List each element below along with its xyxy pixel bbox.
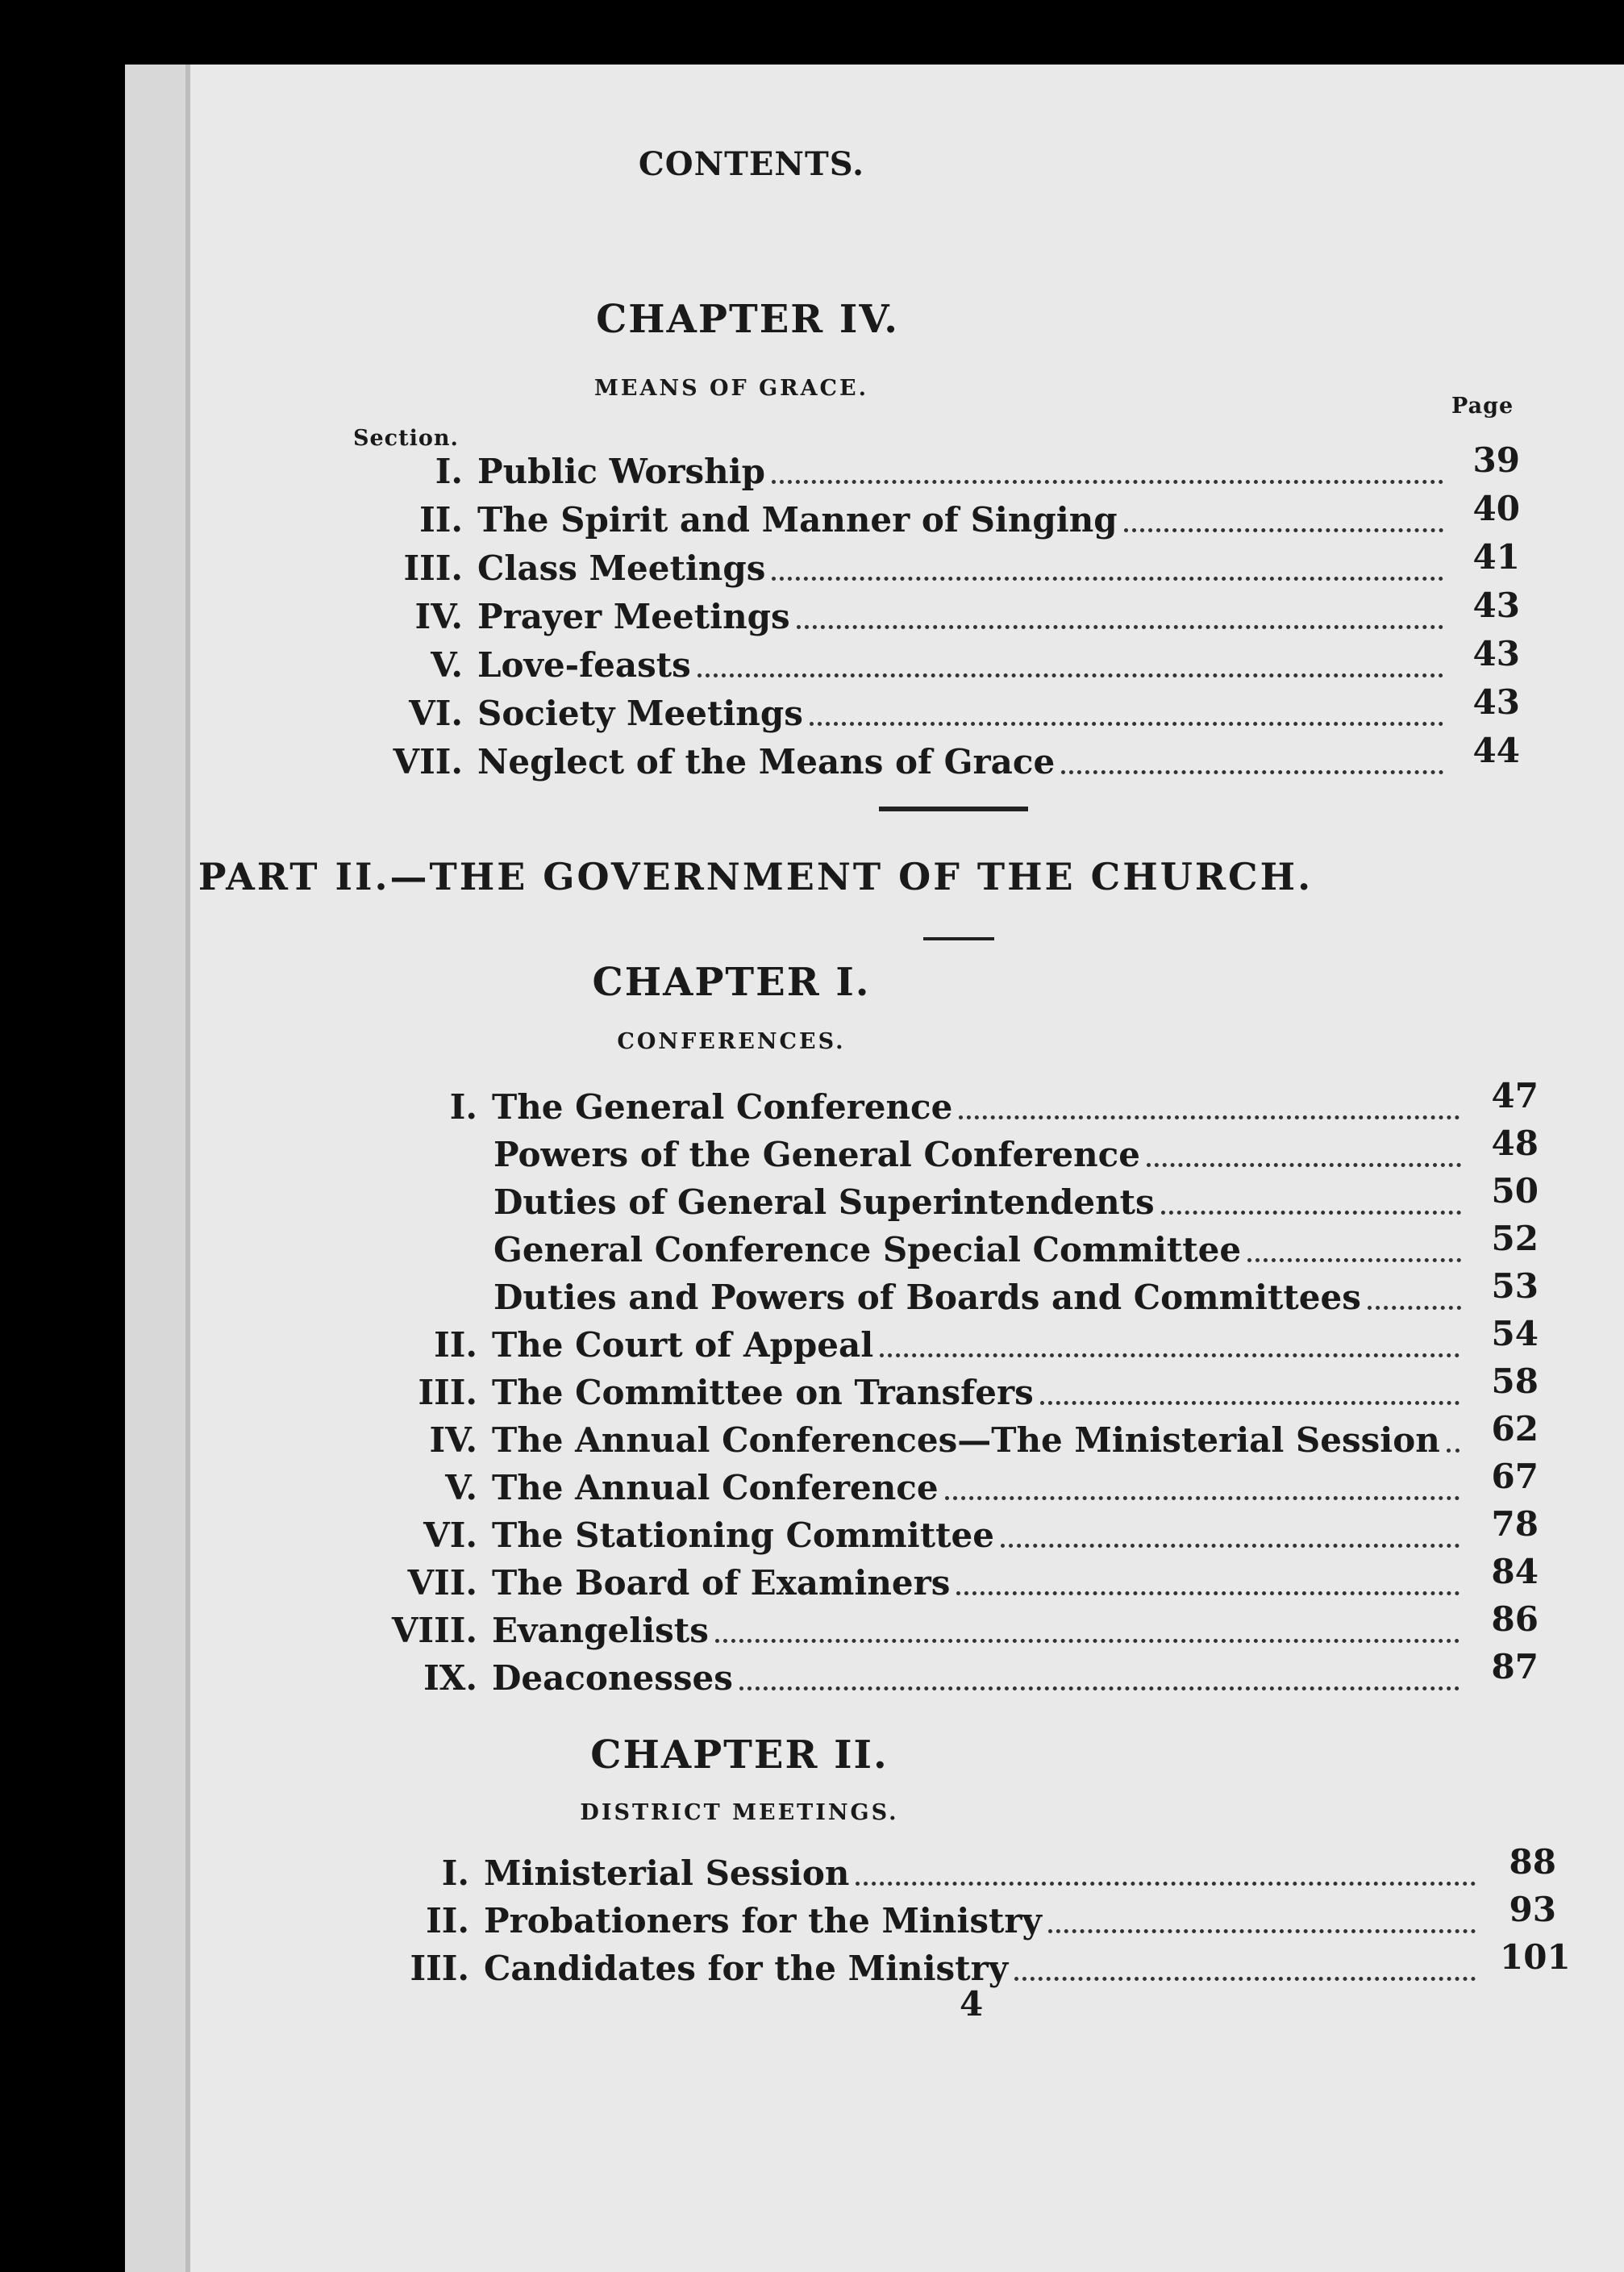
page-reference: 62 [1491, 1409, 1539, 1449]
toc-entry [493, 1182, 1461, 1229]
dot-leader [715, 1639, 1460, 1643]
chapter-iv-heading: CHAPTER IV. [596, 297, 899, 342]
part-ii-chapter-i-subtitle: CONFERENCES. [617, 1029, 846, 1054]
section-divider [879, 807, 1028, 811]
toc-entry [423, 1515, 1460, 1562]
section-title: The Board of Examiners [492, 1563, 951, 1603]
section-number: IV. [414, 597, 463, 636]
section-title: Ministerial Session [484, 1853, 850, 1893]
section-title: Prayer Meetings [477, 597, 790, 636]
dot-leader [797, 625, 1443, 629]
section-number: V. [445, 1468, 477, 1507]
chapter-iv-subtitle: MEANS OF GRACE. [594, 376, 868, 401]
section-number: III. [418, 1373, 477, 1412]
section-title: The Annual Conference [492, 1468, 939, 1507]
dot-leader [1048, 1929, 1476, 1933]
section-number: I. [441, 1853, 469, 1893]
section-number: V. [431, 645, 463, 685]
toc-entry [393, 742, 1443, 789]
section-title: The Court of Appeal [492, 1325, 874, 1365]
page-reference: 44 [1472, 731, 1520, 770]
section-number: I. [449, 1087, 477, 1127]
toc-entry [493, 1230, 1461, 1277]
section-title: Society Meetings [477, 694, 803, 733]
page-reference: 48 [1491, 1123, 1539, 1163]
section-title: The Spirit and Manner of Singing [477, 500, 1118, 540]
dot-leader [1247, 1258, 1461, 1262]
section-number: VII. [407, 1563, 477, 1603]
toc-entry [445, 1468, 1460, 1515]
section-number: VIII. [391, 1611, 477, 1650]
section-number: III. [410, 1949, 469, 1988]
section-title: General Conference Special Committee [493, 1230, 1242, 1269]
dot-leader [1001, 1544, 1460, 1548]
section-title: Powers of the General Conference [493, 1135, 1140, 1174]
page-reference: 43 [1472, 586, 1520, 625]
toc-entry [419, 500, 1443, 547]
section-title: Class Meetings [477, 548, 766, 588]
section-title: Duties of General Superintendents [493, 1182, 1155, 1222]
toc-entry [441, 1853, 1476, 1900]
toc-entry [426, 1901, 1476, 1948]
page-reference: 43 [1472, 634, 1520, 673]
dot-leader [772, 480, 1443, 484]
part-ii-heading: PART II.—THE GOVERNMENT OF THE CHURCH. [198, 855, 1314, 898]
part-ii-chapter-ii-heading: CHAPTER II. [590, 1732, 889, 1778]
toc-entry [391, 1611, 1460, 1657]
section-title: The Stationing Committee [492, 1515, 994, 1555]
dot-leader [1161, 1211, 1461, 1215]
page-reference: 87 [1491, 1647, 1539, 1686]
section-column-label: Section. [353, 426, 459, 451]
section-title: Candidates for the Ministry [484, 1949, 1009, 1988]
dot-leader [1124, 528, 1443, 532]
section-title: The General Conference [492, 1087, 953, 1127]
dot-leader [1040, 1401, 1460, 1405]
page-reference: 40 [1472, 489, 1520, 528]
dot-leader [1014, 1977, 1476, 1981]
dot-leader [697, 673, 1443, 677]
section-title: Duties and Powers of Boards and Committees [493, 1278, 1361, 1317]
page-reference: 58 [1491, 1361, 1539, 1401]
toc-entry [429, 1420, 1460, 1467]
page-reference: 88 [1509, 1842, 1556, 1882]
contents-heading: CONTENTS. [638, 145, 865, 183]
dot-leader [945, 1496, 1460, 1500]
short-divider [923, 937, 994, 940]
section-title: The Annual Conferences—The Ministerial Session [492, 1420, 1440, 1460]
toc-entry [414, 597, 1443, 644]
page-reference: 84 [1491, 1552, 1539, 1591]
toc-entry [493, 1135, 1461, 1182]
section-title: Evangelists [492, 1611, 709, 1650]
page-reference: 52 [1491, 1219, 1539, 1258]
section-number: III. [403, 548, 463, 588]
toc-entry [431, 645, 1443, 692]
section-number: II. [419, 500, 463, 540]
section-title: Public Worship [477, 452, 765, 491]
section-title: Neglect of the Means of Grace [477, 742, 1056, 782]
toc-entry [423, 1658, 1460, 1705]
section-title: Deaconesses [492, 1658, 733, 1698]
section-title: Probationers for the Ministry [484, 1901, 1042, 1941]
toc-entry [434, 1325, 1460, 1372]
dot-leader [772, 577, 1443, 581]
dot-leader [1368, 1306, 1461, 1310]
toc-entry [409, 694, 1443, 740]
dot-leader [856, 1882, 1476, 1886]
toc-entry [449, 1087, 1460, 1134]
section-number: IX. [423, 1658, 477, 1698]
page-reference: 50 [1491, 1171, 1539, 1211]
section-number: VII. [393, 742, 463, 782]
toc-entry [403, 548, 1443, 595]
section-number: IV. [429, 1420, 477, 1460]
dot-leader [1061, 770, 1443, 774]
page-reference: 101 [1500, 1937, 1571, 1977]
toc-entry [435, 452, 1443, 498]
dot-leader [880, 1353, 1460, 1357]
part-ii-chapter-i-heading: CHAPTER I. [592, 960, 871, 1005]
section-number: I. [435, 452, 463, 491]
toc-entry [493, 1278, 1461, 1324]
section-title: Love-feasts [477, 645, 691, 685]
section-title: The Committee on Transfers [492, 1373, 1034, 1412]
part-ii-chapter-ii-subtitle: DISTRICT MEETINGS. [580, 1800, 899, 1825]
page-number: 4 [960, 1984, 984, 2024]
toc-entry [418, 1373, 1460, 1419]
page-reference: 78 [1491, 1504, 1539, 1544]
page-reference: 93 [1509, 1890, 1556, 1929]
dot-leader [956, 1591, 1460, 1595]
dot-leader [1147, 1163, 1461, 1167]
page-reference: 39 [1472, 440, 1520, 480]
page-reference: 86 [1491, 1599, 1539, 1639]
section-number: VI. [409, 694, 463, 733]
page-reference: 47 [1491, 1076, 1539, 1115]
page-reference: 53 [1491, 1266, 1539, 1306]
section-number: II. [426, 1901, 469, 1941]
dot-leader [739, 1686, 1460, 1690]
dot-leader [959, 1115, 1460, 1119]
toc-entry [407, 1563, 1460, 1610]
page-reference: 54 [1491, 1314, 1539, 1353]
dot-leader [1447, 1449, 1460, 1453]
section-number: II. [434, 1325, 477, 1365]
page-column-label: Page [1451, 394, 1514, 419]
dot-leader [810, 722, 1443, 726]
page-reference: 41 [1472, 537, 1520, 577]
page-reference: 67 [1491, 1457, 1539, 1496]
section-number: VI. [423, 1515, 477, 1555]
page-reference: 43 [1472, 682, 1520, 722]
